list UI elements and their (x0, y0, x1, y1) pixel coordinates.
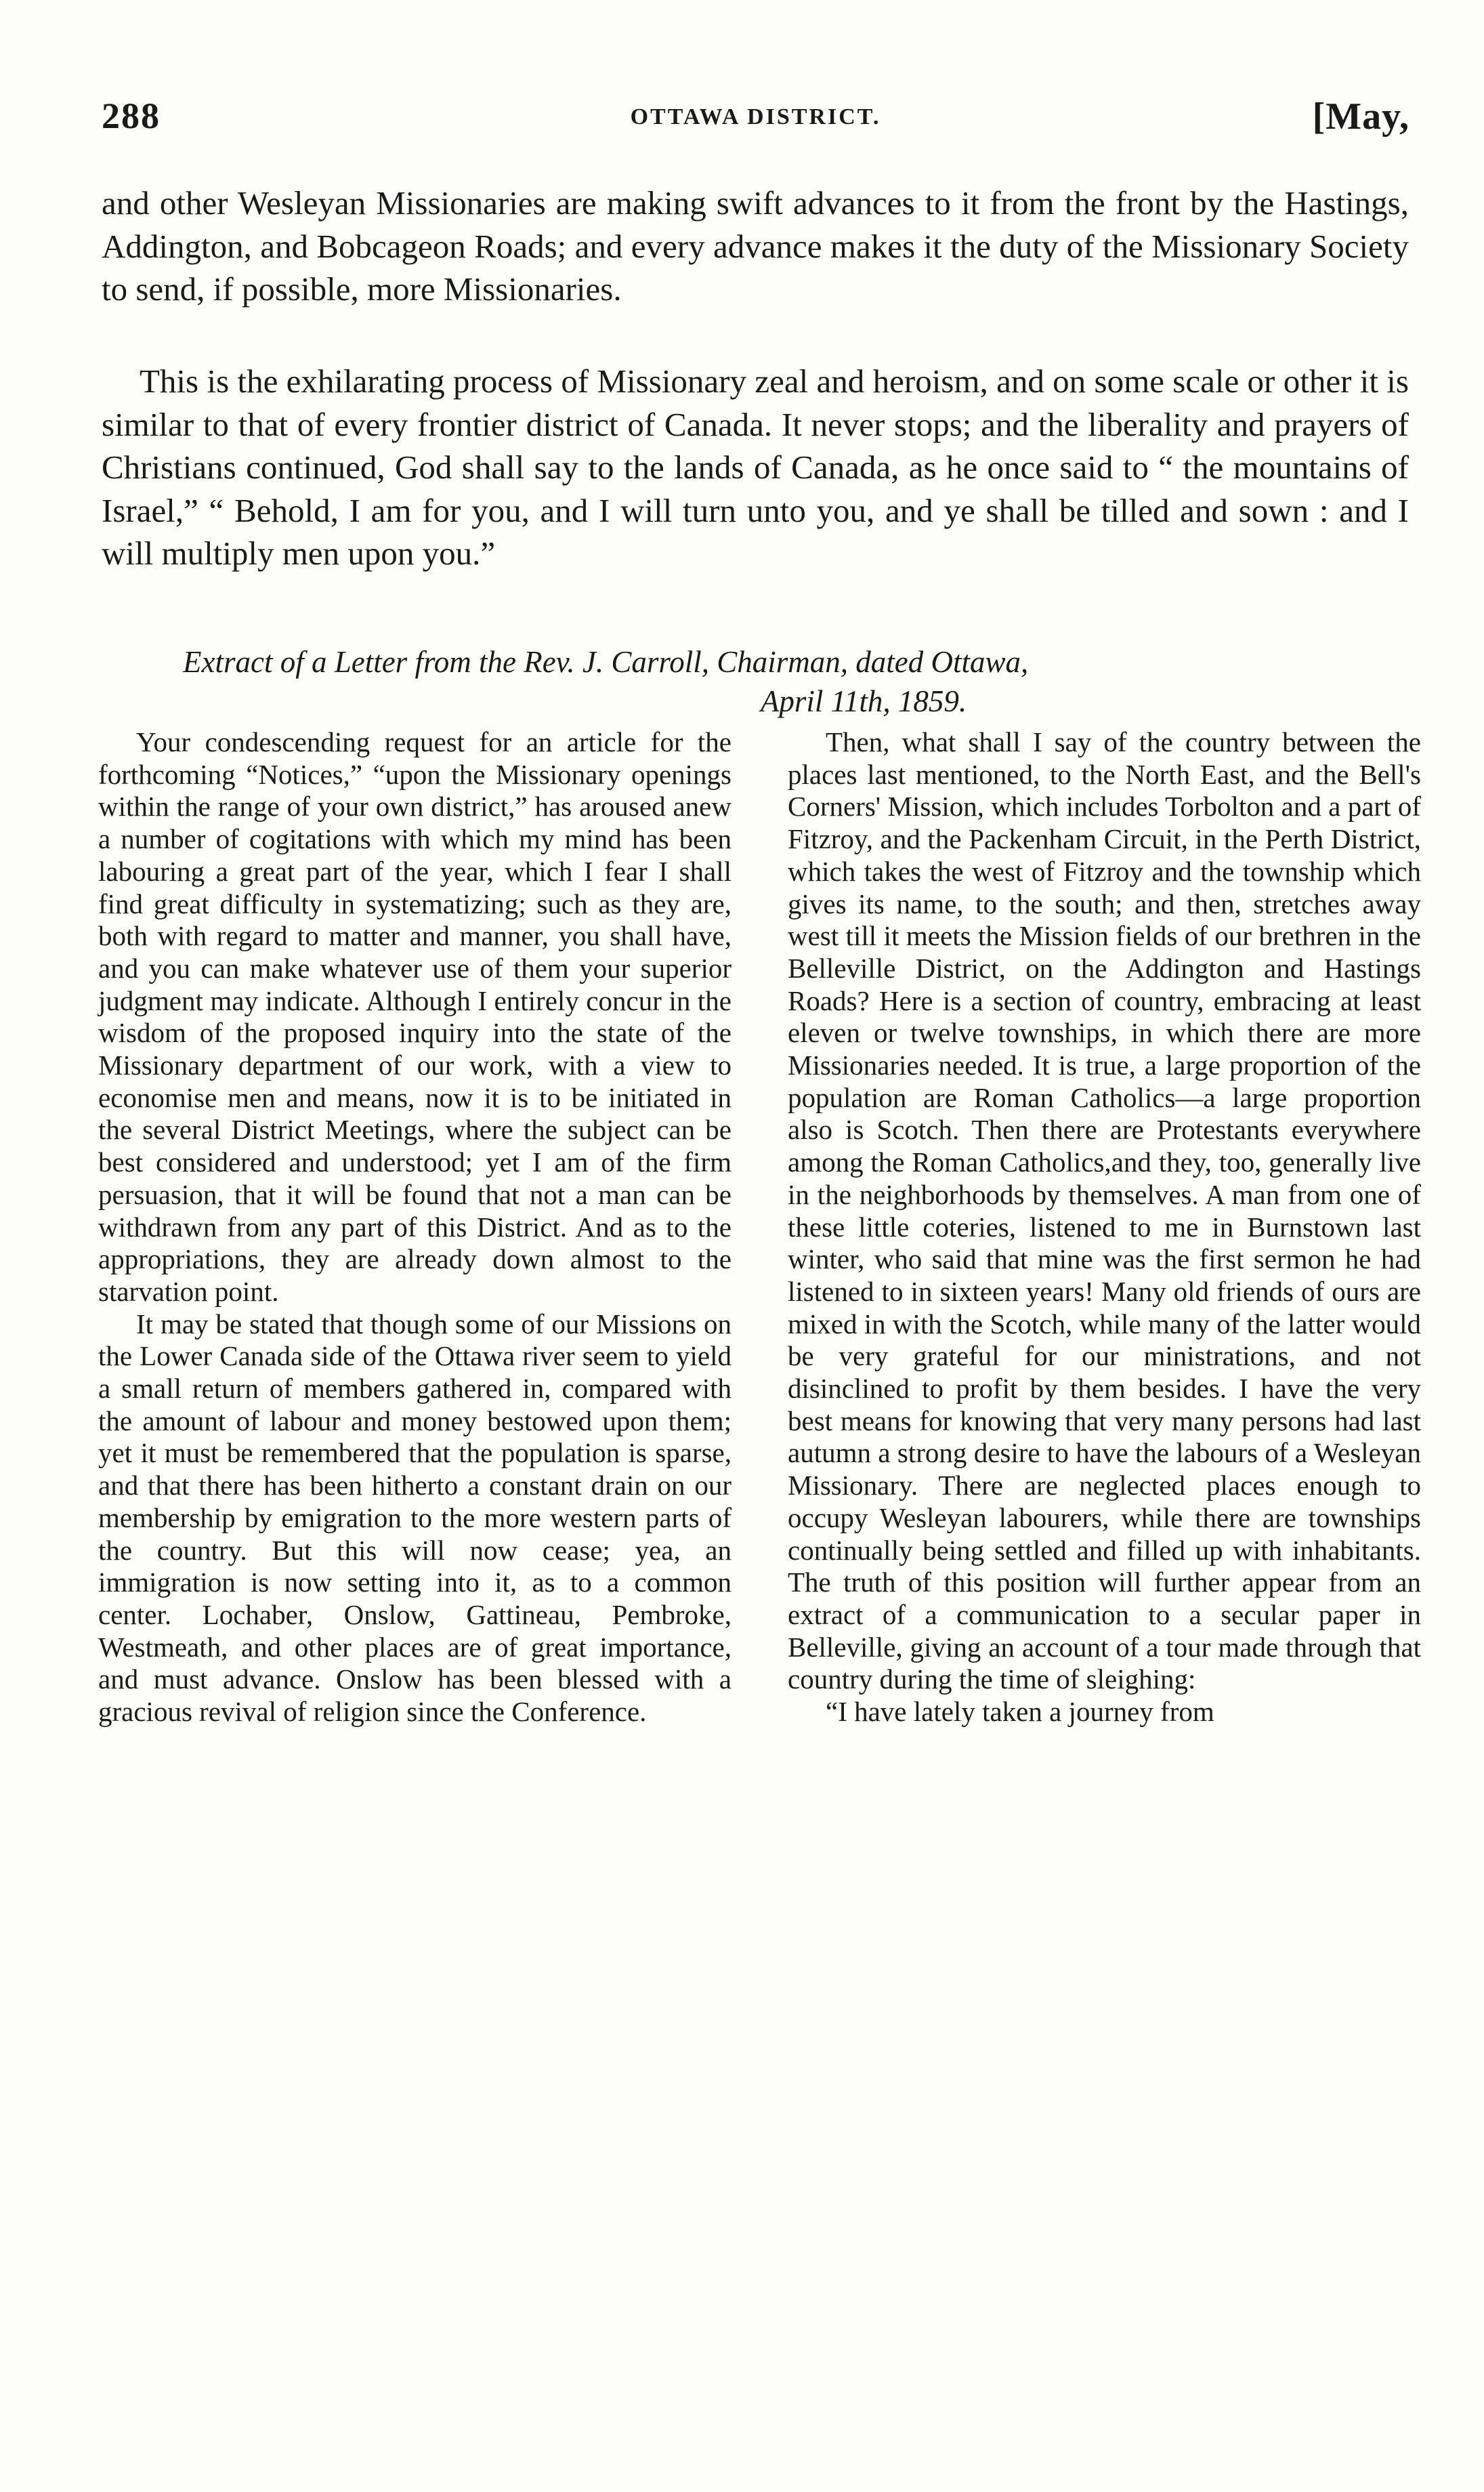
extract-heading-line-2: April 11th, 1859. (760, 684, 967, 718)
left-paragraph-1: Your condescending request for an article for the forthcoming “Notices,” “upon the Missionary openings within the range of your own district,” has aroused anew a number of cogitations with which my mind has been labouring a great part of the year, which I fear I shall find great difficulty in systematizing; such as they are, both with regard to matter and manner, you shall have, and you can make whatever use of them your superior judgment may indicate. Although I entirely concur in the wisdom of the proposed inquiry into the state of the Missionary department of our work, with a view to economise men and means, now it is to be initiated in the several District Meetings, where the subject can be best considered and understood; yet I am of the firm persuasion, that it will be found that not a man can be withdrawn from any part of this District. And as to the appropriations, they are already down almost to the starvation point. (98, 726, 732, 1307)
running-date: [May, (1312, 96, 1409, 138)
intro-paragraph-1 (102, 182, 1409, 311)
intro-text-1: and other Wesleyan Missionaries are making swift advances to it from the front by the Hastings, Addington, and Bobcageon Roads; and every advance makes it the duty of the Missionary Society to send, if possible, more Missionaries. (102, 184, 1409, 308)
intro-paragraph-2 (102, 360, 1409, 575)
page-number: 288 (102, 96, 161, 136)
left-column (98, 726, 732, 1728)
running-title: OTTAWA DISTRICT. (630, 104, 881, 129)
intro-text-2: This is the exhilarating process of Missionary zeal and heroism, and on some scale or other it is similar to that of every frontier district of Canada. It never stops; and the liberality and prayers of Christians continued, God shall say to the lands of Canada, as he once said to “ the mountains of Israel,” “ Behold, I am for you, and I will turn unto you, and ye shall be tilled and sown : and I will multiply men upon you.” (102, 362, 1409, 572)
extract-heading-line-1: Extract of a Letter from the Rev. J. Carroll, Chairman, dated Ottawa, (183, 645, 1029, 679)
extract-heading (102, 642, 1409, 721)
running-head (102, 95, 1409, 149)
right-paragraph-2: “I have lately taken a journey from (826, 1696, 1214, 1728)
right-paragraph-1: Then, what shall I say of the country between the places last mentioned, to the North East, and the Bell's Corners' Mission, which includes Torbolton and a part of Fitzroy, and the Packenham Circuit, in the Perth District, which takes the west of Fitzroy and the township which gives its name, to the south; and then, stretches away west till it meets the Mission fields of our brethren in the Belleville District, on the Addington and Hastings Roads? Here is a section of country, embracing at least eleven or twelve townships, in which there are more Missionaries needed. It is true, a large proportion of the population are Roman Catholics—a large proportion also is Scotch. Then there are Protestants everywhere among the Roman Catholics,and they, too, generally live in the neighborhoods by themselves. A man from one of these little coteries, listened to me in Burnstown last winter, who said that mine was the first sermon he had listened to in sixteen years! Many old friends of ours are mixed in with the Scotch, while many of the latter would be very grateful for our ministrations, and not disinclined to profit by them besides. I have the very best means for knowing that very many persons had last autumn a strong desire to have the labours of a Wesleyan Missionary. There are neglected places enough to occupy Wesleyan labourers, while there are townships continually being settled and filled up with inhabitants. The truth of this position will further appear from an extract of a communication to a secular paper in Belleville, giving an account of a tour made through that country during the time of sleighing: (788, 726, 1421, 1695)
left-paragraph-2: It may be stated that though some of our Missions on the Lower Canada side of the Ottawa river seem to yield a small return of members gathered in, compared with the amount of labour and money bestowed upon them; yet it must be remembered that the population is sparse, and that there has been hitherto a constant drain on our membership by emigration to the more western parts of the country. But this will now cease; yea, an immigration is now setting into it, as to a common center. Lochaber, Onslow, Gattineau, Pembroke, Westmeath, and other places are of great importance, and must advance. Onslow has been blessed with a gracious revival of religion since the Conference. (98, 1308, 732, 1728)
right-column (788, 726, 1421, 1728)
